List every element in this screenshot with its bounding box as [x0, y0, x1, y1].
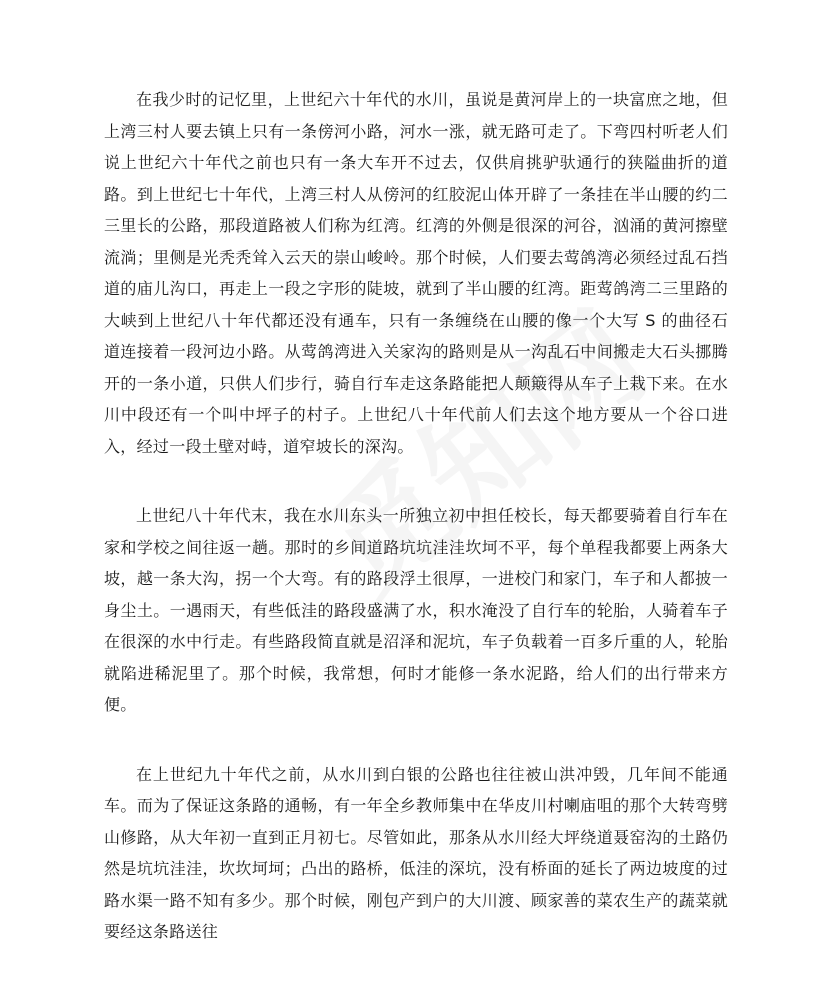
paragraph-1: 在我少时的记忆里，上世纪六十年代的水川，虽说是黄河岸上的一块富庶之地，但上湾三村人要去镇上只有一条傍河小路，河水一涨，就无路可走了。下弯四村听老人们说上世纪六十年代之前也只有一条大车开不过去，仅供肩挑驴驮通行的狭隘曲折的道路。到上世纪七十年代，上湾三村人从傍河的红胶泥山体开辟了一条挂在半山腰的约二三里长的公路，那段道路被人们称为红湾。红湾的外侧是很深的河谷，汹涌的黄河擦壁流淌；里侧是光秃秃耸入云天的崇山峻岭。那个时候，人们要去莺鸽湾必须经过乱石挡道的庙儿沟口，再走上一段之字形的陡坡，就到了半山腰的红湾。距莺鸽湾二三里路的大峡到上世纪八十年代都还没有通车，只有一条缠绕在山腰的像一个大写 S 的曲径石道连接着一段河边小路。从莺鸽湾进入关家沟的路则是从一沟乱石中间搬走大石头挪腾开的一条小道，只供人们步行，骑自行车走这条路能把人颠簸得从车子上栽下来。在水川中段还有一个叫中坪子的村子。上世纪八十年代前人们去这个地方要从一个谷口进入，经过一段土壁对峙，道窄坡长的深沟。 [104, 90, 728, 456]
document-body [104, 84, 728, 948]
paragraph-2: 上世纪八十年代末，我在水川东头一所独立初中担任校长，每天都要骑着自行车在家和学校之间往返一趟。那时的乡间道路坑坑洼洼坎坷不平，每个单程我都要上两条大坡，越一条大沟，拐一个大弯。有的路段浮土很厚，一进校门和家门，车子和人都披一身尘土。一遇雨天，有些低洼的路段盛满了水，积水淹没了自行车的轮胎，人骑着车子在很深的水中行走。有些路段简直就是沼泽和泥坑，车子负载着一百多斤重的人，轮胎就陷进稀泥里了。那个时候，我常想，何时才能修一条水泥路，给人们的出行带来方便。 [104, 506, 728, 714]
paragraph-3: 在上世纪九十年代之前，从水川到白银的公路也往往被山洪冲毁，几年间不能通车。而为了保证这条路的通畅，有一年全乡教师集中在华皮川村喇庙咀的那个大转弯劈山修路，从大年初一直到正月初七。尽管如此，那条从水川经大坪绕道聂窑沟的土路仍然是坑坑洼洼，坎坎坷坷；凸出的路桥，低洼的深坑，没有桥面的延长了两边坡度的过路水渠一路不知有多少。那个时候，刚包产到户的大川渡、顾家善的菜农生产的蔬菜就要经这条路送往 [104, 764, 728, 941]
